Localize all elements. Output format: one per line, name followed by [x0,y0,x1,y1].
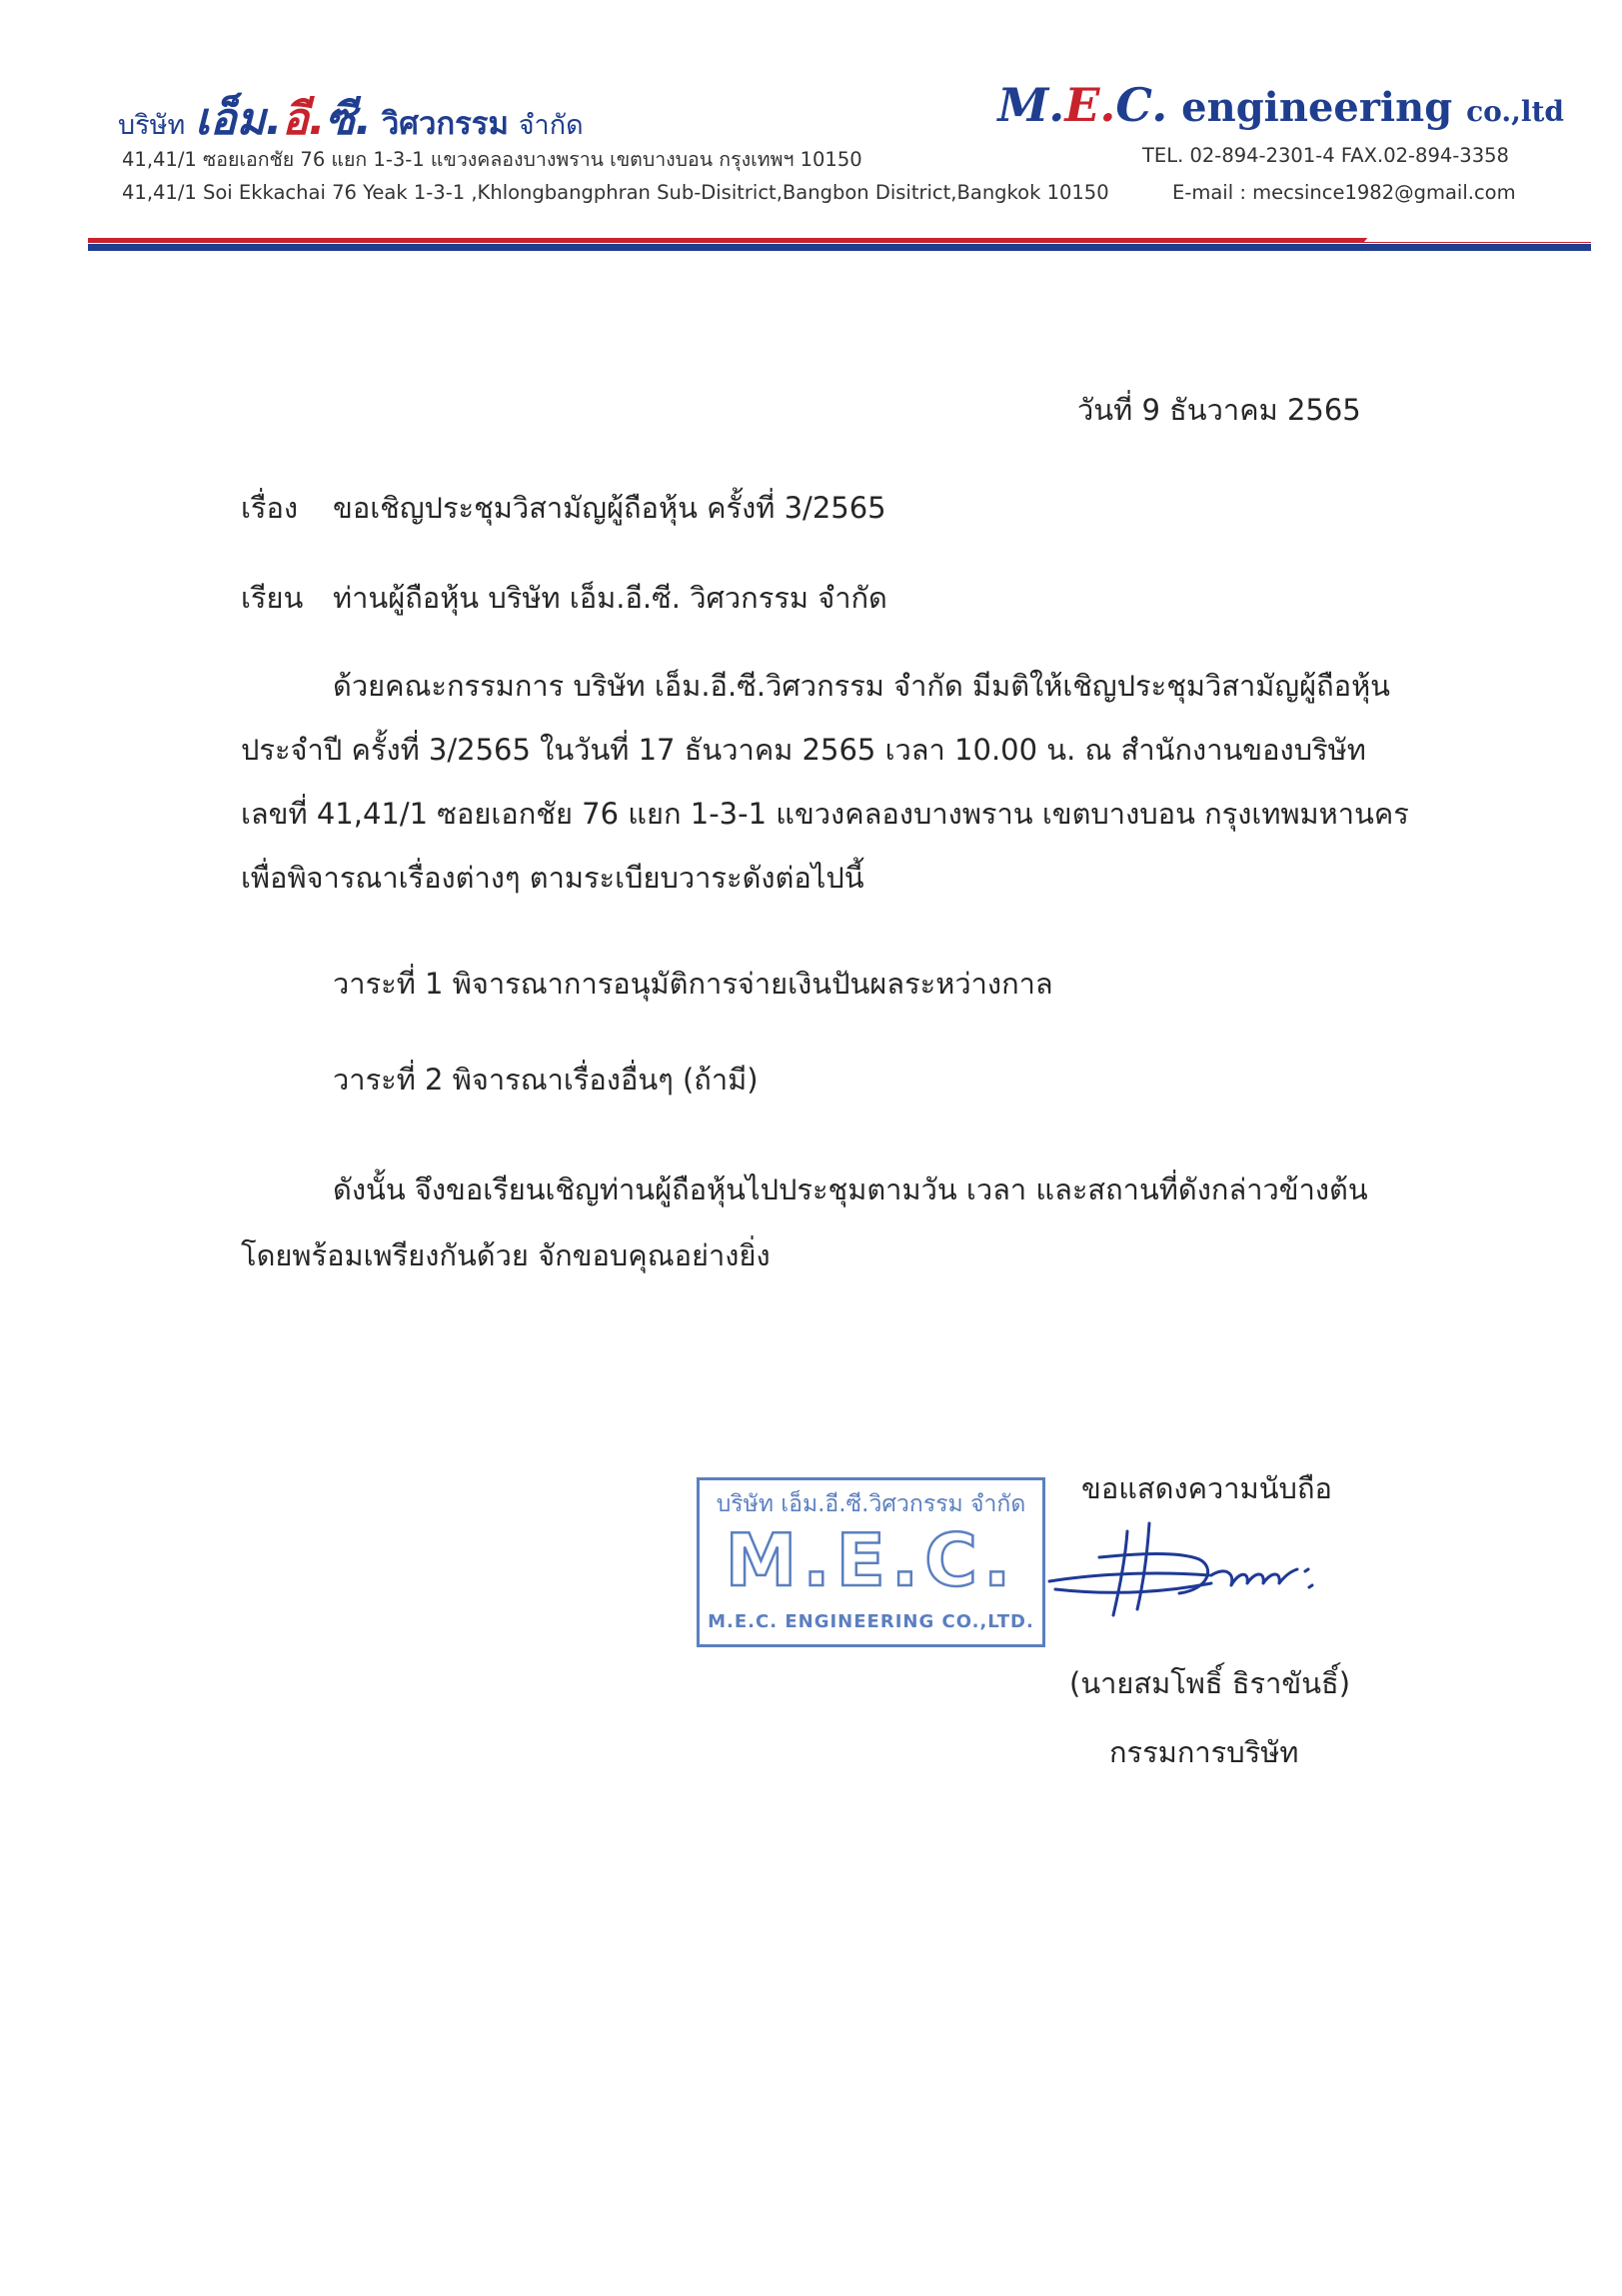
letter-date: วันที่ 9 ธันวาคม 2565 [1077,393,1361,427]
conclusion-line: โดยพร้อมเพรียงกันด้วย จักขอบคุณอย่างยิ่ง [241,1238,771,1272]
signer-position: กรรมการบริษัท [1109,1735,1299,1769]
paragraph-line: เลขที่ 41,41/1 ซอยเอกชัย 76 แยก 1-3-1 แขวงคลองบางพราน เขตบางบอน กรุงเทพมหานคร [241,797,1409,831]
company-suffix-thai: จำกัด [518,110,584,141]
mec-part-c: C. [1115,78,1168,132]
signer-name: (นายสมโพธิ์ ธิราขันธิ์) [1069,1666,1351,1700]
header-rule-mask [1364,230,1604,242]
to-label: เรียน [241,581,304,615]
agenda-item-1: วาระที่ 1 พิจารณาการอนุมัติการจ่ายเงินปันผลระหว่างกาล [333,967,1053,1001]
paragraph-line: เพื่อพิจารณาเรื่องต่างๆ ตามระเบียบวาระดังต่อไปนี้ [241,861,864,895]
paragraph-line: ประจำปี ครั้งที่ 3/2565 ในวันที่ 17 ธันวาคม 2565 เวลา 10.00 น. ณ สำนักงานของบริษัท [241,733,1366,767]
brand-part-a: เอ็ม. [195,94,283,145]
agenda-item-2: วาระที่ 2 พิจารณาเรื่องอื่นๆ (ถ้ามี) [333,1063,759,1097]
company-prefix-thai: บริษัท [118,110,186,141]
company-word-thai: วิศวกรรม [381,106,509,142]
address-thai: 41,41/1 ซอยเอกชัย 76 แยก 1-3-1 แขวงคลองบางพราน เขตบางบอน กรุงเทพฯ 10150 [122,148,862,171]
brand-part-b: อี. [282,94,326,145]
subject: ขอเชิญประชุมวิสามัญผู้ถือหุ้น ครั้งที่ 3/2565 [333,491,886,525]
stamp-line-thai: บริษัท เอ็ม.อี.ซี.วิศวกรรม จำกัด [716,1491,1026,1517]
subject-label: เรื่อง [241,491,299,525]
paragraph-line: ด้วยคณะกรรมการ บริษัท เอ็ม.อี.ซี.วิศวกรรม จำกัด มีมติให้เชิญประชุมวิสามัญผู้ถือหุ้น [333,669,1391,703]
email: E-mail : mecsince1982@gmail.com [1172,181,1516,204]
conclusion-line: ดังนั้น จึงขอเรียนเชิญท่านผู้ถือหุ้นไปประชุมตามวัน เวลา และสถานที่ดังกล่าวข้างต้น [333,1172,1368,1206]
company-name-english [997,78,1564,132]
recipient: ท่านผู้ถือหุ้น บริษัท เอ็ม.อี.ซี. วิศวกรรม จำกัด [333,581,887,615]
mec-part-b: E. [1064,78,1116,132]
closing: ขอแสดงความนับถือ [1081,1471,1332,1505]
stamp-line-english: M.E.C. ENGINEERING CO.,LTD. [708,1611,1034,1632]
company-stamp [697,1477,1045,1647]
mec-part-a: M. [997,78,1065,132]
phone-fax: TEL. 02-894-2301-4 FAX.02-894-3358 [1142,144,1509,167]
company-word-english: engineering [1181,84,1453,131]
stamp-logo-text: M.E.C. [725,1518,1017,1602]
address-english: 41,41/1 Soi Ekkachai 76 Yeak 1-3-1 ,Khlongbangphran Sub-Disitrict,Bangbon Disitrict,Bangkok 10150 [122,181,1109,204]
brand-part-c: ซี. [325,94,373,145]
company-suffix-english: co.,ltd [1466,95,1564,128]
signature-icon [1039,1509,1339,1629]
header-rule-blue [88,244,1591,251]
